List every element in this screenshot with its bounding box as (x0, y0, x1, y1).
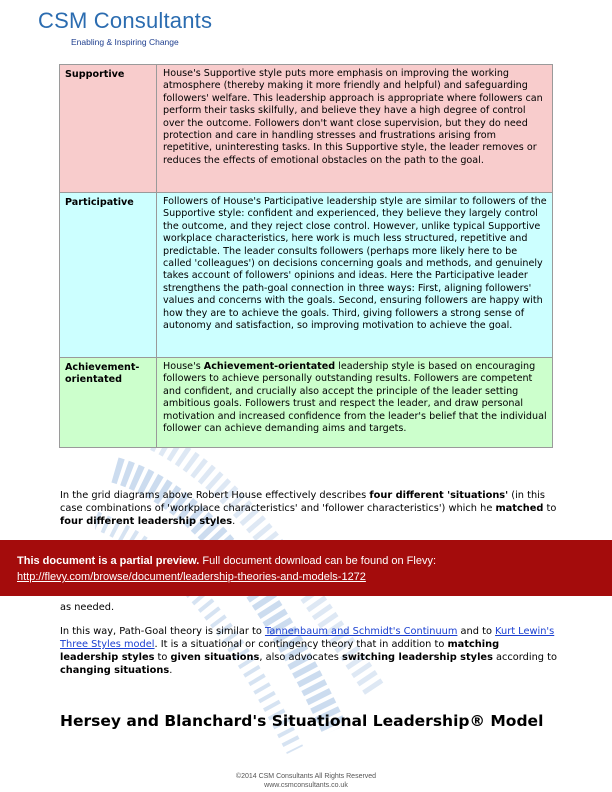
table-row (60, 65, 553, 193)
paragraph-path-goal: In this way, Path-Goal theory is similar to Tannenbaum and Schmidt's Continuum and to Kurt Lewin's Three Styles model. It is a situational or contingency theory that in addition to matching leadership styles to given situations, also advocates switching leadership styles according to changing situations. (60, 626, 557, 676)
banner-message: This document is a partial preview. Full document download can be found on Flevy: (17, 555, 437, 567)
link-kurt-lewin[interactable]: Kurt Lewin's Three Styles model (60, 626, 555, 650)
section-heading: Hersey and Blanchard's Situational Leadership® Model (60, 712, 544, 730)
paragraph-situations: In the grid diagrams above Robert House effectively describes four different 'situations' (in this case combinations of 'workplace characteristics' and 'follower characteristics') which he matched to four different leadership styles. (60, 490, 557, 527)
style-description: House's Achievement-orientated leadership style is based on encouraging followers to achieve personally outstanding results. Followers are competent and confident, and crucially also accept the principle of the leader setting ambitious goals. Followers trust and respect the leader, and draw personal motivation and increased confidence from the leader's belief that the individual follower can achieve demanding aims and targets. (157, 358, 553, 448)
table-row (60, 358, 553, 448)
table-row (60, 193, 553, 358)
brand-tagline: Enabling & Inspiring Change (71, 37, 179, 47)
brand-title: CSM Consultants (38, 8, 213, 33)
footer-copyright: ©2014 CSM Consultants All Rights Reserved (235, 773, 377, 780)
style-name: Achievement-orientated (60, 358, 157, 448)
style-description: Followers of House's Participative leadership style are similar to followers of the Supportive style: confident and experienced, they believe they largely control the outcome, and they reject close control. However, unlike typical Supportive workplace characteristics, here work is much less structured, repetitive and predictable. The leader consults followers (perhaps more likely here to be called 'colleagues') on decisions concerning goals and methods, and genuinely takes account of followers' opinions and ideas. Here the Participative leader strengthens the path-goal connection in three ways: First, aligning followers' values and concerns with the goals. Second, ensuring followers are happy with how they are to achieve the goals. Third, giving followers a strong sense of autonomy and satisfaction, so improving motivation to achieve the goal. (157, 193, 553, 358)
paragraph-tail: as needed. (60, 602, 115, 613)
footer-website: www.csmconsultants.co.uk (264, 782, 348, 789)
leadership-styles-table (59, 64, 553, 448)
style-name: Supportive (60, 65, 157, 193)
preview-banner (0, 540, 612, 596)
link-tannenbaum-schmidt[interactable]: Tannenbaum and Schmidt's Continuum (264, 626, 458, 637)
style-name: Participative (60, 193, 157, 358)
style-description: House's Supportive style puts more emphasis on improving the working atmosphere (thereby making it more friendly and helpful) and safeguarding followers' welfare. This leadership approach is appropriate where followers can perform their tasks skilfully, and believe they have a high degree of control over the outcome. Followers don't want close supervision, but they do need protection and care in handling stresses and frustrations arising from repetitive, uninteresting tasks. In this Supportive style, the leader removes or reduces the effects of emotional obstacles on the path to the goal. (157, 65, 553, 193)
banner-download-link[interactable]: http://flevy.com/browse/document/leadership-theories-and-models-1272 (17, 571, 366, 583)
